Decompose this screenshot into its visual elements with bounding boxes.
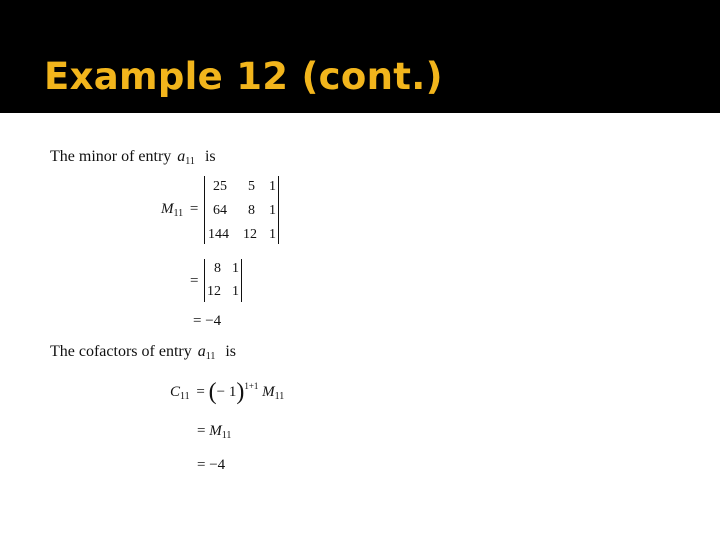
cofactor-is-text: is — [225, 343, 237, 360]
det3-cell: 1 — [269, 179, 276, 194]
minor-intro-text: The minor of entry — [50, 148, 172, 165]
det2-right-bar — [241, 259, 242, 302]
minor-entry-var: a — [177, 148, 186, 165]
cofactor-step2-sub: 11 — [221, 430, 232, 441]
det3-cell: 12 — [243, 227, 257, 242]
det3-cell: 1 — [269, 227, 276, 242]
det3-cell: 25 — [213, 179, 227, 194]
det3-cell: 1 — [269, 203, 276, 218]
det3-cell: 8 — [248, 203, 255, 218]
cofactor-step2 — [197, 423, 231, 441]
cofactor-result: = −4 — [197, 457, 226, 473]
minor-intro — [50, 148, 216, 167]
cofactor-exponent: 1+1 — [244, 381, 259, 391]
cofactor-close-paren: ) — [236, 379, 245, 405]
minor-entry-sub: 11 — [185, 156, 195, 167]
cofactor-neg-one: − 1 — [216, 384, 237, 400]
minor-lhs — [161, 201, 198, 219]
cofactor-rhs-var: M — [262, 384, 275, 400]
cofactor-open-paren: ( — [208, 379, 217, 405]
cofactor-entry-sub: 11 — [205, 351, 216, 362]
det3-cell: 144 — [208, 227, 229, 242]
det2-cell: 8 — [214, 261, 221, 276]
minor-lhs-sub: 11 — [173, 208, 184, 219]
cofactor-eq: = — [196, 384, 205, 400]
cofactor-step2-var: M — [209, 423, 222, 439]
minor-is-text: is — [204, 148, 216, 165]
det3-right-bar — [278, 176, 279, 244]
det3-cell: 5 — [248, 179, 255, 194]
slide-title: Example 12 (cont.) — [44, 55, 443, 98]
cofactor-equation — [170, 379, 284, 406]
det2-cell: 12 — [207, 284, 221, 299]
cofactor-intro-text: The cofactors of entry — [50, 343, 192, 360]
cofactor-intro — [50, 343, 236, 362]
cofactor-entry-var: a — [197, 343, 206, 360]
det2-cell: 1 — [232, 261, 239, 276]
minor-result: = −4 — [193, 313, 222, 329]
cofactor-lhs-var: C — [170, 384, 181, 400]
cofactor-lhs-sub: 11 — [180, 391, 190, 402]
cofactor-rhs-sub: 11 — [274, 391, 285, 402]
det2-cell: 1 — [232, 284, 239, 299]
cofactor-step2-eq: = — [197, 423, 206, 439]
minor-eq: = — [189, 201, 199, 217]
minor-eq-2: = — [190, 273, 199, 289]
minor-lhs-var: M — [161, 201, 174, 217]
det3-cell: 64 — [213, 203, 227, 218]
